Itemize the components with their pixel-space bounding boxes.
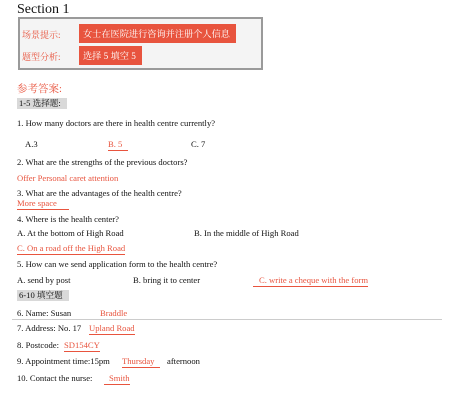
q8-answer: SD154CY xyxy=(64,340,100,350)
q2-answer: Offer Personal caret attention xyxy=(17,173,119,183)
q6-answer: Braddle xyxy=(94,308,130,320)
q9-label: 9. Appointment time:15pm xyxy=(17,356,110,366)
q3-answer: More space xyxy=(17,198,69,210)
q7-answer: Upland Road xyxy=(89,323,135,333)
q4-text: 4. Where is the health center? xyxy=(17,214,119,224)
q4-option-c-answer: C. On a road off the High Road xyxy=(17,243,126,253)
q7-label: 7. Address: No. 17 xyxy=(17,323,82,333)
q3-text: 3. What are the advantages of the health centre? xyxy=(17,188,182,198)
section-title: Section 1 xyxy=(17,2,70,17)
q5-text: 5. How can we send application form to the health centre? xyxy=(17,259,218,269)
q1-option-c: C. 7 xyxy=(191,139,206,149)
q1-text: 1. How many doctors are there in health centre currently? xyxy=(17,118,216,128)
q10-label: 10. Contact the nurse: xyxy=(17,373,93,383)
q2-text: 2. What are the strengths of the previous doctors? xyxy=(17,157,188,167)
q10-answer: Smith xyxy=(104,373,130,385)
analysis-label: 题型分析: xyxy=(22,52,61,62)
answers-heading: 参考答案: xyxy=(17,84,62,95)
q4-option-b: B. In the middle of High Road xyxy=(194,228,299,238)
q5-option-b: B. bring it to center xyxy=(133,275,201,285)
analysis-value: 选择 5 填空 5 xyxy=(79,46,142,65)
q1-option-a: A.3 xyxy=(25,139,38,149)
q6-label: 6. Name: Susan xyxy=(17,308,72,318)
part2-header: 6-10 填空题 xyxy=(17,290,69,301)
q9-suffix: afternoon xyxy=(167,356,200,366)
q5-option-c-answer: C. write a cheque with the form xyxy=(253,275,368,287)
q8-label: 8. Postcode: xyxy=(17,340,60,350)
q5-option-a: A. send by post xyxy=(17,275,71,285)
divider xyxy=(12,319,442,320)
q9-answer: Thursday xyxy=(122,356,160,368)
q4-option-a: A. At the bottom of High Road xyxy=(17,228,124,238)
scene-value: 女士在医院进行咨询并注册个人信息 xyxy=(79,24,236,43)
part1-header: 1-5 选择题: xyxy=(17,98,67,109)
scene-label: 场景提示: xyxy=(22,30,61,40)
q1-option-b-answer: B. 5 xyxy=(108,139,128,151)
